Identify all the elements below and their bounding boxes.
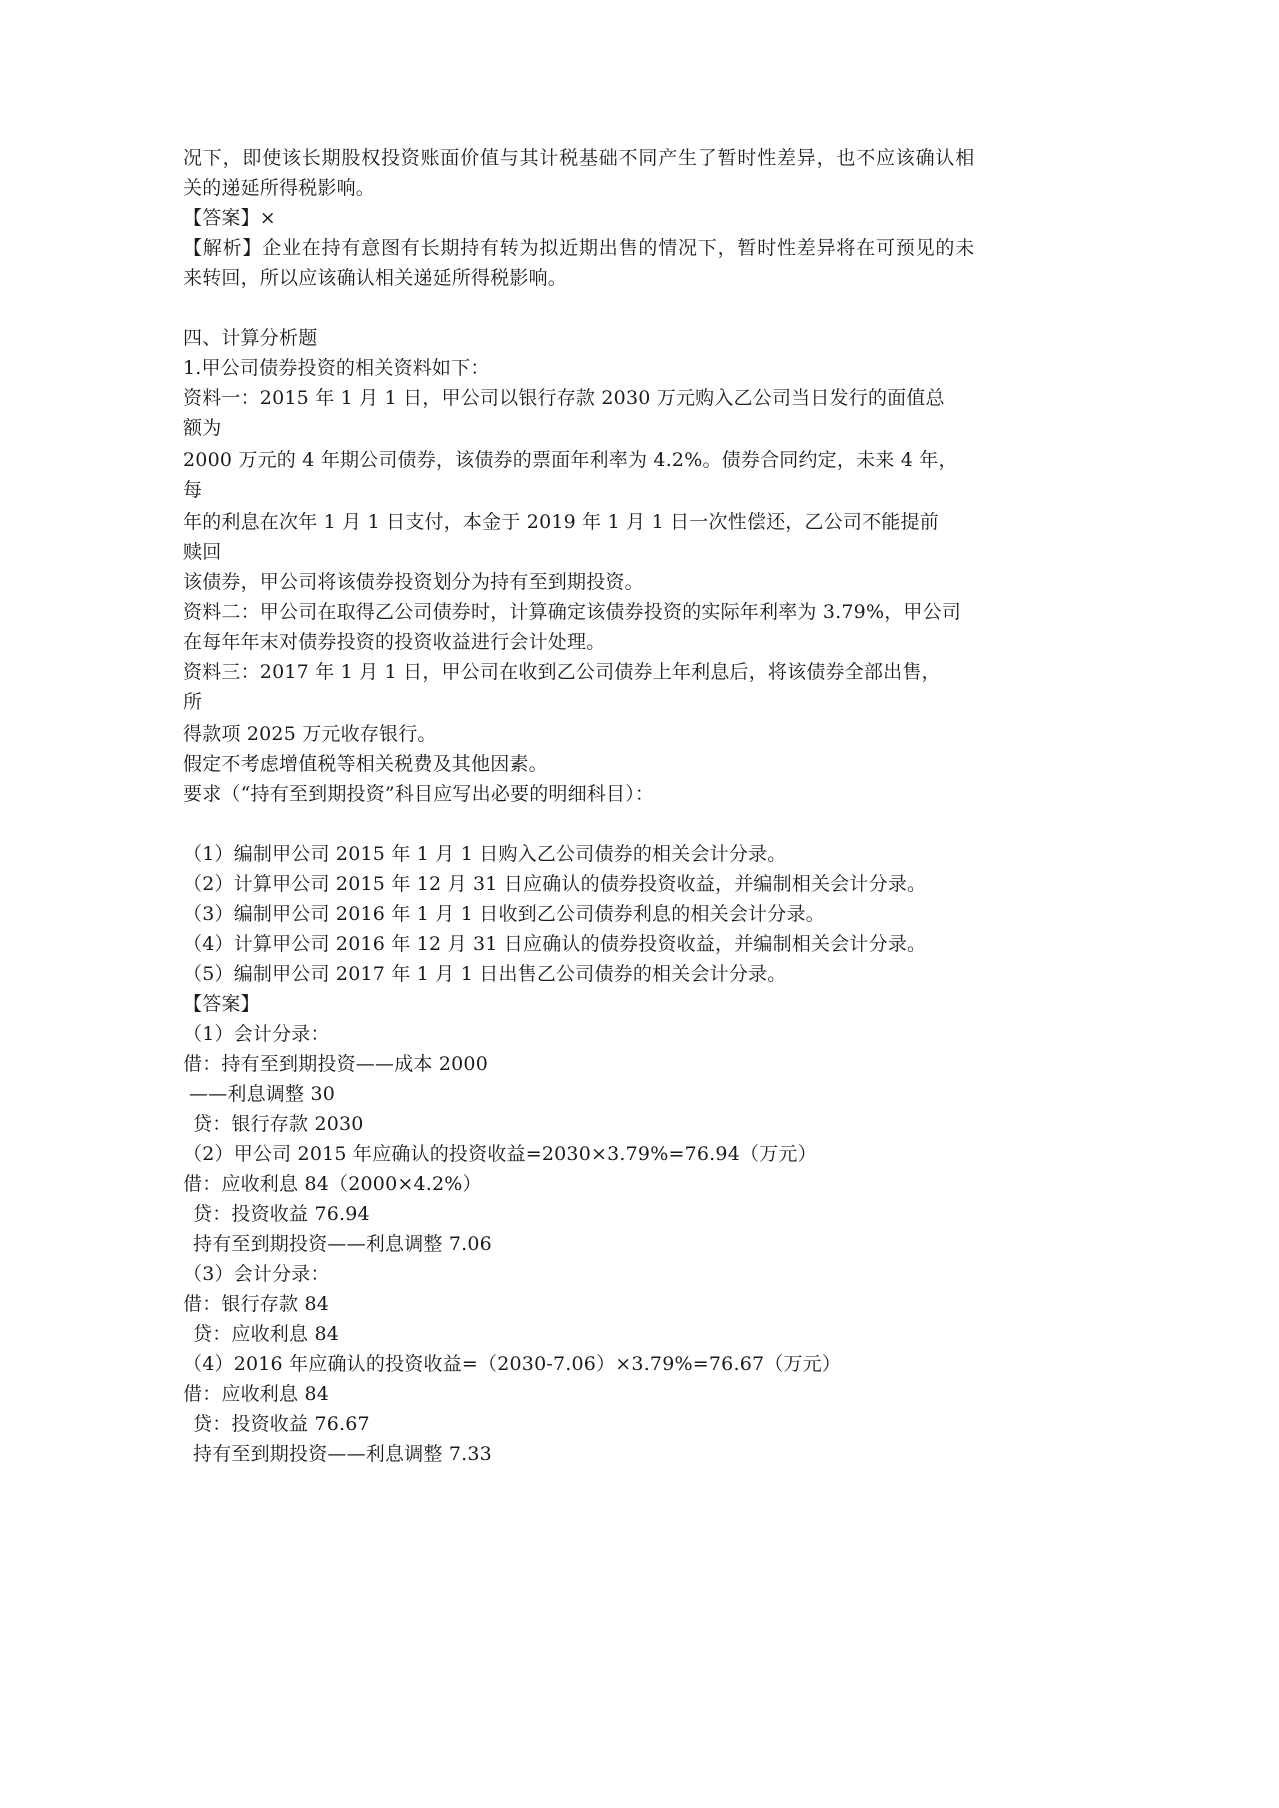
requirement-line: 要求（“持有至到期投资”科目应写出必要的明细科目）： (183, 783, 655, 805)
text-line: 资料三：2017 年 1 月 1 日，甲公司在收到乙公司债券上年利息后，将该债券全部出售， (183, 661, 941, 683)
requirement-item: （4）计算甲公司 2016 年 12 月 31 日应确认的债券投资收益，并编制相关会计分录。 (183, 933, 927, 955)
text-line: 资料一：2015 年 1 月 1 日，甲公司以银行存款 2030 万元购入乙公司当日发行的面值总 (183, 387, 945, 409)
text-line: 每 (183, 479, 203, 501)
journal-entry: 借：银行存款 84 (183, 1293, 330, 1315)
journal-entry: 借：应收利息 84 (183, 1383, 330, 1405)
journal-entry: 贷：投资收益 76.67 (193, 1413, 370, 1435)
text-line: 赎回 (183, 541, 222, 563)
journal-entry: ——利息调整 30 (189, 1083, 336, 1105)
journal-entry: 贷：银行存款 2030 (193, 1113, 364, 1135)
section-heading: 四、计算分析题 (183, 327, 318, 349)
journal-entry: 贷：应收利息 84 (193, 1323, 340, 1345)
analysis-line: 【解析】企业在持有意图有长期持有转为拟近期出售的情况下，暂时性差异将在可预见的未 (183, 237, 976, 259)
journal-entry: 借：持有至到期投资——成本 2000 (183, 1053, 488, 1075)
requirement-item: （5）编制甲公司 2017 年 1 月 1 日出售乙公司债券的相关会计分录。 (183, 963, 787, 985)
journal-entry: 持有至到期投资——利息调整 7.33 (193, 1443, 492, 1465)
requirement-item: （3）编制甲公司 2016 年 1 月 1 日收到乙公司债券利息的相关会计分录。 (183, 903, 825, 925)
requirement-item: （2）计算甲公司 2015 年 12 月 31 日应确认的债券投资收益，并编制相关会计分录。 (183, 873, 927, 895)
answer-item: （4）2016 年应确认的投资收益=（2030-7.06）×3.79%=76.67（万元） (183, 1353, 842, 1375)
answer-heading: 【答案】× (183, 207, 276, 229)
text-line: 资料二：甲公司在取得乙公司债券时，计算确定该债券投资的实际年利率为 3.79%，甲公司 (183, 601, 962, 623)
text-line: 关的递延所得税影响。 (183, 177, 376, 199)
text-line: 在每年年末对债券投资的投资收益进行会计处理。 (183, 631, 606, 653)
text-line: 所 (183, 691, 203, 713)
answer-item: （3）会计分录： (183, 1263, 330, 1285)
text-line: 该债券，甲公司将该债券投资划分为持有至到期投资。 (183, 571, 644, 593)
question-title: 1.甲公司债券投资的相关资料如下： (183, 357, 490, 379)
text-line: 年的利息在次年 1 月 1 日支付，本金于 2019 年 1 月 1 日一次性偿还，乙公司不能提前 (183, 511, 939, 533)
journal-entry: 借：应收利息 84（2000×4.2%） (183, 1173, 482, 1195)
answer-item: （1）会计分录： (183, 1023, 330, 1045)
text-line: 假定不考虑增值税等相关税费及其他因素。 (183, 753, 548, 775)
text-line: 况下，即使该长期股权投资账面价值与其计税基础不同产生了暂时性差异，也不应该确认相 (183, 147, 976, 169)
text-line: 额为 (183, 417, 222, 439)
answer-heading: 【答案】 (183, 993, 260, 1015)
requirement-item: （1）编制甲公司 2015 年 1 月 1 日购入乙公司债券的相关会计分录。 (183, 843, 787, 865)
text-line: 2000 万元的 4 年期公司债券，该债券的票面年利率为 4.2%。债券合同约定，未来 4 年， (183, 449, 958, 471)
journal-entry: 贷：投资收益 76.94 (193, 1203, 370, 1225)
text-line: 来转回，所以应该确认相关递延所得税影响。 (183, 267, 568, 289)
text-line: 得款项 2025 万元收存银行。 (183, 723, 437, 745)
answer-item: （2）甲公司 2015 年应确认的投资收益=2030×3.79%=76.94（万元） (183, 1143, 817, 1165)
journal-entry: 持有至到期投资——利息调整 7.06 (193, 1233, 492, 1255)
